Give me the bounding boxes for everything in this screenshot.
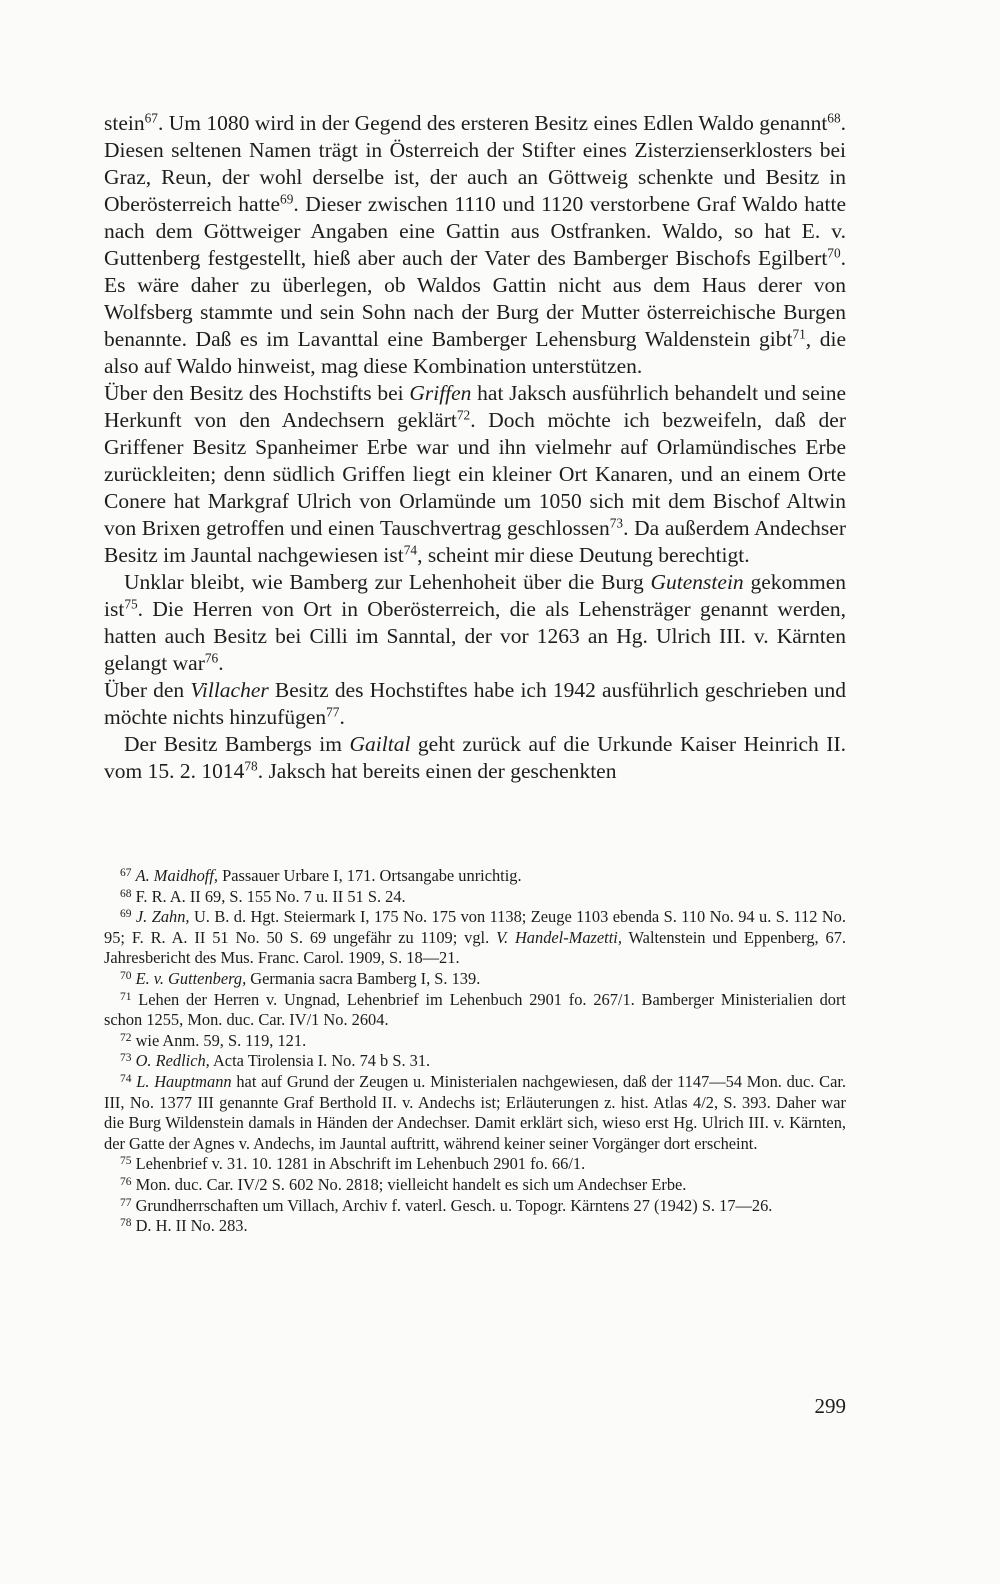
footnote bbox=[104, 990, 846, 1031]
footnote bbox=[104, 1051, 846, 1072]
footnote-number: 76 bbox=[120, 1175, 132, 1188]
footnote-number: 70 bbox=[120, 969, 132, 982]
text-run: Über den bbox=[104, 678, 191, 702]
text-run: Germania sacra Bamberg I, S. 139. bbox=[246, 968, 481, 988]
text-run: U. B. d. Hgt. Steiermark I, 175 No. 175 von 1138; Zeuge 1103 ebenda S. 110 No. 94 u. S. 112 No. 95; F. R. A. II 51 No. 50 S. 69 ungefähr zu 1109; vgl. bbox=[104, 907, 846, 947]
footnote-reference: 68 bbox=[827, 110, 841, 126]
footnote bbox=[104, 907, 846, 969]
footnote-number: 72 bbox=[120, 1031, 132, 1044]
italic-text: Villacher bbox=[190, 678, 269, 702]
footnote-reference: 71 bbox=[792, 326, 806, 342]
text-run: , die also auf Waldo hinweist, mag diese Kombination unterstützen. bbox=[104, 327, 846, 378]
footnote-reference: 75 bbox=[124, 596, 138, 612]
italic-text: J. Zahn, bbox=[135, 907, 190, 927]
footnote bbox=[104, 1216, 846, 1237]
main-text bbox=[104, 110, 846, 785]
text-run: hat auf Grund der Zeugen u. Ministerialen nachgewiesen, daß der 1147—54 Mon. duc. Car. III, No. 1377 III genannte Graf Berthold II. v. Andechs ist; Erläuterungen z. hist. Atlas 4/2, S. 393. Daher war die Burg Wildenstein damals in Händen der Andechser. Damit erklärt sich, wieso erst Hg. Ulrich III. v. Kärnten, der Gatte der Agnes v. Andechs, im Jauntal auftritt, während keiner seiner Vorgänger dort erscheint. bbox=[104, 1071, 846, 1153]
text-run: . Es wäre daher zu überlegen, ob Waldos Gattin nicht aus dem Haus derer von Wolfsberg stammte und sein Sohn nach der Burg der Mutter österreichische Burgen benannte. Daß es im Lavanttal eine Bamberger Lehensburg Waldenstein gibt bbox=[104, 246, 846, 351]
footnote-number: 75 bbox=[120, 1155, 132, 1168]
footnote-number: 69 bbox=[120, 908, 132, 921]
text-run: geht zurück auf die Urkunde Kaiser Heinrich II. vom 15. 2. 1014 bbox=[104, 732, 846, 783]
footnotes bbox=[104, 866, 846, 1237]
footnote-number: 71 bbox=[120, 990, 132, 1003]
footnote-number: 78 bbox=[120, 1216, 132, 1229]
text-run: Lehenbrief v. 31. 10. 1281 in Abschrift im Lehenbuch 2901 fo. 66/1. bbox=[135, 1154, 586, 1174]
paragraph bbox=[104, 569, 846, 677]
text-run: . Da außerdem Andechser Besitz im Jauntal nachgewiesen ist bbox=[104, 516, 846, 567]
text-run: hat Jaksch ausführlich behandelt und seine Herkunft von den Andechsern geklärt bbox=[104, 381, 846, 432]
footnote bbox=[104, 969, 846, 990]
text-run: . Jaksch hat bereits einen der geschenkten bbox=[257, 759, 617, 783]
footnote-reference: 73 bbox=[609, 515, 624, 531]
footnote-reference: 77 bbox=[326, 704, 340, 720]
italic-text: E. v. Guttenberg, bbox=[135, 968, 247, 988]
text-run: F. R. A. II 69, S. 155 No. 7 u. II 51 S. 24. bbox=[135, 886, 406, 906]
paragraph bbox=[104, 110, 846, 380]
footnote-number: 74 bbox=[120, 1072, 132, 1085]
text-run: Über den Besitz des Hochstifts bei bbox=[104, 381, 410, 405]
text-run: , scheint mir diese Deutung berechtigt. bbox=[417, 543, 750, 567]
text-run: . Dieser zwischen 1110 und 1120 verstorbene Graf Waldo hatte nach dem Göttweiger Angaben eine Gattin aus Ostfranken. Waldo, so hat E. v. Guttenberg festgestellt, hieß aber auch der Vater des Bamberger Bischofs Egilbert bbox=[104, 192, 846, 270]
italic-text: L. Hauptmann bbox=[136, 1071, 232, 1091]
footnote-reference: 67 bbox=[144, 110, 158, 126]
footnote bbox=[104, 1196, 846, 1217]
italic-text: Gailtal bbox=[349, 732, 411, 756]
footnote-reference: 74 bbox=[403, 542, 418, 558]
text-run: Acta Tirolensia I. No. 74 b S. 31. bbox=[209, 1051, 431, 1071]
footnote bbox=[104, 1175, 846, 1196]
footnote-reference: 69 bbox=[280, 191, 294, 207]
text-run: . Doch möchte ich bezweifeln, daß der Griffener Besitz Spanheimer Erbe war und ihn vielmehr auf Orlamündisches Erbe zurückleiten; denn südlich Griffen liegt ein kleiner Ort Kanaren, und an einem Orte Conere hat Markgraf Ulrich von Orlamünde um 1050 sich mit dem Bischof Altwin von Brixen getroffen und einen Tauschvertrag geschlossen bbox=[104, 408, 846, 540]
text-run: Passauer Urbare I, 171. Ortsangabe unrichtig. bbox=[217, 866, 522, 885]
italic-text: Gutenstein bbox=[650, 570, 744, 594]
text-run: . Um 1080 wird in der Gegend des ersteren Besitz eines Edlen Waldo genannt bbox=[157, 111, 828, 135]
footnote-reference: 70 bbox=[827, 245, 841, 261]
text-run: stein bbox=[104, 111, 145, 135]
paragraph bbox=[104, 731, 846, 785]
footnote bbox=[104, 866, 846, 887]
paragraph bbox=[104, 380, 846, 569]
footnote bbox=[104, 1072, 846, 1154]
page-number: 299 bbox=[814, 1394, 846, 1418]
text-run: Besitz des Hochstiftes habe ich 1942 ausführlich geschrieben und möchte nichts hinzufügen bbox=[104, 678, 846, 729]
text-run: Mon. duc. Car. IV/2 S. 602 No. 2818; vielleicht handelt es sich um Andechser Erbe. bbox=[135, 1174, 687, 1194]
text-run: Lehen der Herren v. Ungnad, Lehenbrief im Lehenbuch 2901 fo. 267/1. Bamberger Ministerialien dort schon 1255, Mon. duc. Car. IV/1 No. 2604. bbox=[104, 989, 846, 1030]
footnote-reference: 72 bbox=[456, 407, 471, 423]
footnote bbox=[104, 1154, 846, 1175]
text-run: Der Besitz Bambergs im bbox=[124, 732, 350, 756]
text-run: Unklar bleibt, wie Bamberg zur Lehenhoheit über die Burg bbox=[124, 570, 651, 594]
footnote-number: 77 bbox=[120, 1196, 132, 1209]
text-run: . bbox=[218, 651, 224, 675]
text-run: wie Anm. 59, S. 119, 121. bbox=[135, 1030, 307, 1050]
text-run: gekommen ist bbox=[104, 570, 846, 621]
italic-text: O. Redlich, bbox=[135, 1051, 210, 1071]
footnote bbox=[104, 1031, 846, 1052]
italic-text: V. Handel-Mazetti, bbox=[496, 927, 622, 947]
text-run: . Die Herren von Ort in Oberösterreich, die als Lehensträger genannt werden, hatten auch Besitz bei Cilli im Sanntal, der vor 1263 an Hg. Ulrich III. v. Kärnten gelangt war bbox=[104, 597, 846, 675]
text-run: D. H. II No. 283. bbox=[135, 1216, 248, 1236]
footnote-reference: 76 bbox=[204, 650, 219, 666]
italic-text: Griffen bbox=[409, 381, 472, 405]
text-run: . bbox=[339, 705, 345, 729]
text-run: . Diesen seltenen Namen trägt in Österreich der Stifter eines Zisterzienserklosters bei Graz, Reun, der wohl derselbe ist, der auch an Göttweig schenkte und Besitz in Oberösterreich hatte bbox=[104, 111, 846, 216]
footnote-reference: 78 bbox=[244, 758, 258, 774]
italic-text: A. Maidhoff, bbox=[135, 866, 218, 885]
footnote-number: 73 bbox=[120, 1052, 132, 1065]
footnote-number: 67 bbox=[120, 866, 132, 879]
footnote-number: 68 bbox=[120, 887, 132, 900]
text-run: Waltenstein und Eppenberg, 67. Jahresbericht des Mus. Franc. Carol. 1909, S. 18—21. bbox=[104, 927, 846, 968]
paragraph bbox=[104, 677, 846, 731]
footnote bbox=[104, 887, 846, 908]
text-run: Grundherrschaften um Villach, Archiv f. vaterl. Gesch. u. Topogr. Kärntens 27 (1942) S. 17—26. bbox=[135, 1195, 773, 1215]
